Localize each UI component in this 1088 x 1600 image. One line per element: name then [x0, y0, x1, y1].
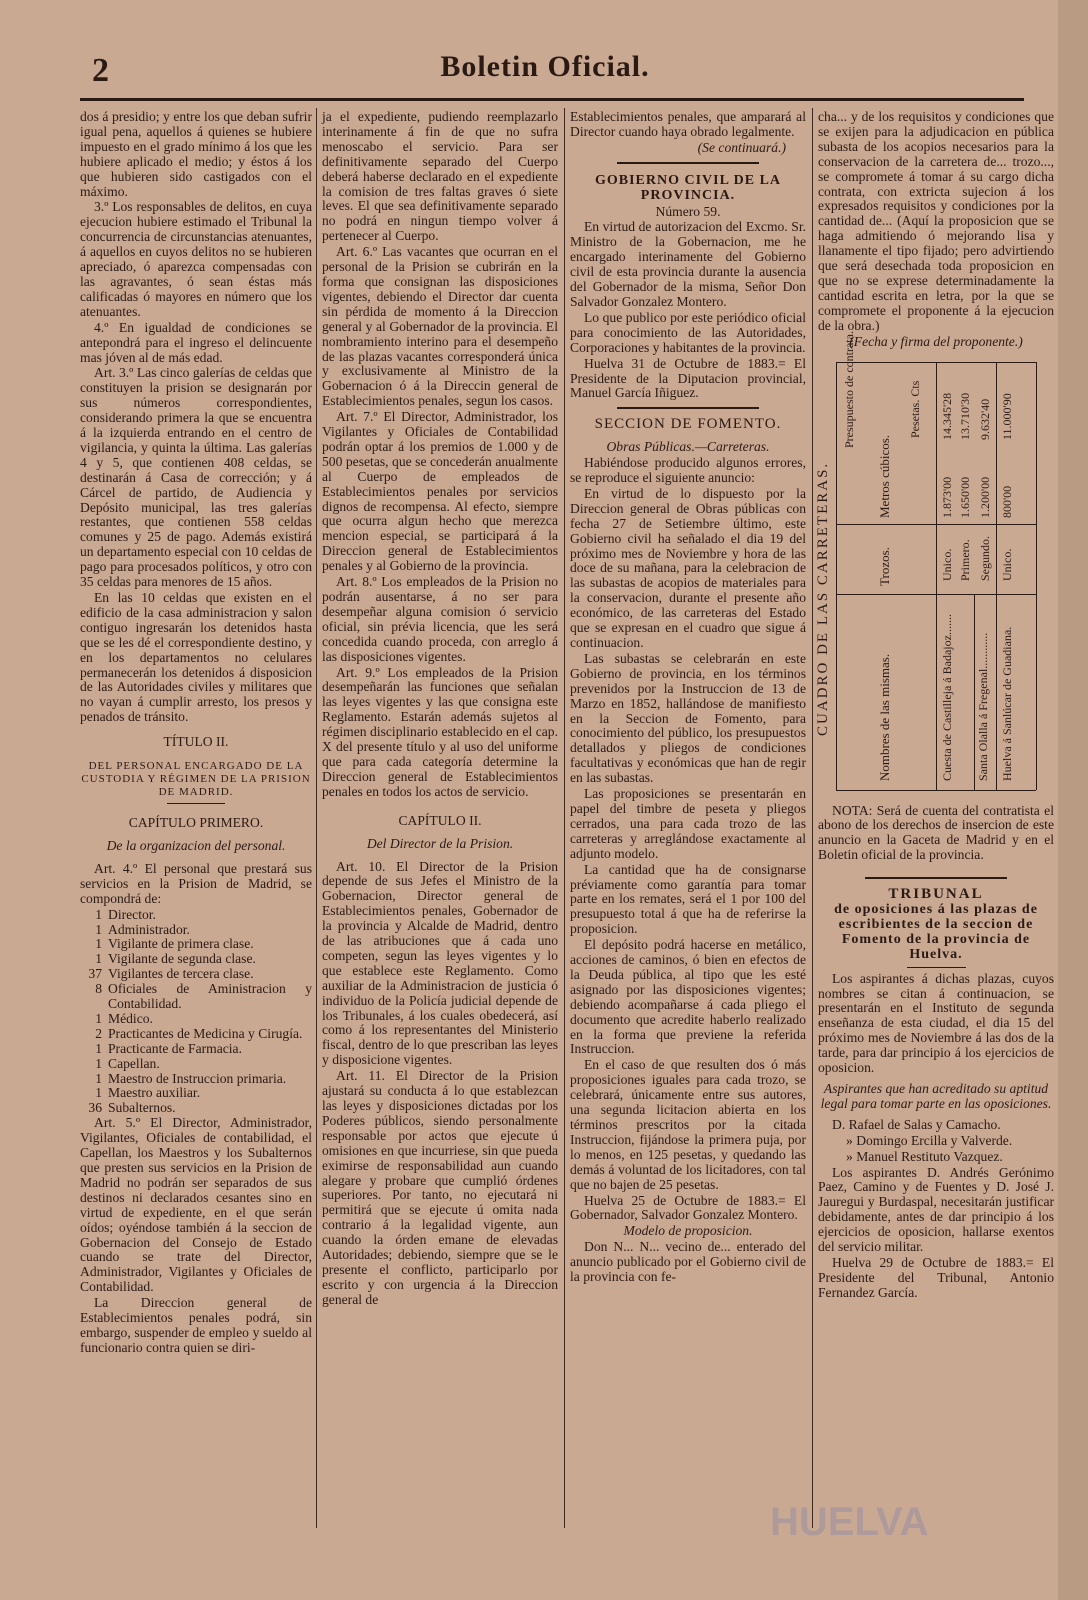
paragraph: ja el expediente, pudiendo reemplazarlo interinamente á fin de que no sufra menoscabo el servicio. Para ser definitivamente separado del Cuerpo deberá haberse declarado en el expediente la comision de tres faltas graves ó siete leves. El que sea definitivamente separado no podrá en ningun tiempo volver á pertenecer al Cuerpo. [322, 109, 558, 244]
list-item: 1 Maestro de Instruccion primaria. [95, 1070, 287, 1086]
divider [167, 803, 225, 804]
paragraph: Art. 6.º Las vacantes que ocurran en el personal de la Prision se cubrirán en la forma que consignan las disposiciones vigentes, debiendo el Director dar cuenta sin pérdida de momento á la Direccion general y al Gobernador de la provincia. El nombramiento interino para el desempeño de las plazas vacantes corresponderá única y exclusivamente al Ministro de la Gobernacion ó á la Direccin general de Establecimientos penales, segun los casos. [322, 244, 558, 409]
paragraph: Habiéndose producido algunos errores, se reproduce el siguiente anuncio: [570, 455, 806, 486]
page-title: Boletin Oficial. [440, 50, 650, 83]
column-header: Trozos. [877, 546, 892, 586]
chapter-subheading: De la organizacion del personal. [106, 837, 286, 853]
paragraph: Art. 9.º Los empleados de la Prision desempeñarán las funciones que señalan las leyes vigentes y las que consigna este Reglamento. Estarán además sujetos al régimen disciplinario establecido en el cap. X del presente título y al uso del uniforme que para cada categoría determine la Direccion general de Establecimientos penales en todos los actos de servicio. [322, 664, 558, 799]
table-cell: Unico. [940, 548, 954, 581]
paragraph: Los aspirantes á dichas plazas, cuyos nombres se citan á continuacion, se presentarán en el Instituto de segunda enseñanza de esta ciudad, el dia 15 del próximo mes de Noviembre á las dos de la tarde, para dar principio á los ejercicios de oposicion. [818, 970, 1054, 1076]
page-number: 2 [92, 52, 109, 89]
column-3 [570, 110, 806, 1286]
watermark-seal: HUELVA [770, 1500, 929, 1544]
paragraph: Art. 4.º El personal que prestará sus servicios en la Prision de Madrid, se compondrá de: [80, 860, 312, 906]
note: NOTA: Será de cuenta del contratista el abono de los derechos de insercion de este anuncio en la Gaceta de Madrid y en el Boletin oficial de la provincia. [818, 802, 1054, 863]
table-cell: 13.710'30 [958, 392, 972, 440]
paragraph: 4.º En igualdad de condiciones se antepondrá para el ingreso el delincuente mas jóven al de más edad. [80, 319, 312, 365]
paragraph: Lo que publico por este periódico oficial para conocimiento de las Autoridades, Corporaciones y habitantes de la provincia. [570, 309, 806, 355]
list-item: 1 Médico. [95, 1010, 153, 1026]
column-header: Pesetas. Cts [908, 380, 922, 438]
paragraph: dos á presidio; y entre los que deban sufrir igual pena, aquellos á quienes se hubiere impuesto en el grado mínimo á los que les hubiere aplicado el medio; y éstos á los que hubieren sido castigados con el máximo. [80, 109, 312, 199]
paragraph: Art. 3.º Las cinco galerías de celdas que constituyen la prision se designarán por sus números correspondientes, considerando primera la que se encuentra á la izquierda entrando en el centro de vigilancia, y quinta la última. Las galerías 4 y 5, que contienen 408 celdas, se destinarán á Casa de corrección; y á Cárcel de partido, de Audiencia y Depósito municipal, las tres galerías restantes, que contienen 558 celdas comunes y 25 de pago. Además existirá un departamento especial con 10 celdas de pago para procesados políticos, y otro con 35 celdas para menores de 15 años. [80, 365, 312, 590]
table-cell: Santa Olalla á Fregenal............ [976, 632, 990, 781]
list-item: 1 Practicante de Farmacia. [95, 1040, 242, 1056]
signature: Huelva 29 de Octubre de 1883.= El Presidente del Tribunal, Antonio Fernandez García. [818, 1254, 1054, 1300]
section-subheading: Obras Públicas.—Carreteras. [606, 439, 770, 455]
paragraph: Las subastas se celebrarán en este Gobierno de provincia, en los términos prevenidos por la Instruccion de 13 de Marzo en 1852, hallándose de manifiesto en la Seccion de Fomento, para conocimiento del público, los presupuestos detallados y pliegos de condiciones facultativas y económicas que han de regir en las subastas. [570, 650, 806, 786]
divider [907, 967, 966, 968]
list-item: 1 Maestro auxiliar. [95, 1085, 201, 1101]
signature: Huelva 25 de Octubre de 1883.= El Gobernador, Salvador Gonzalez Montero. [570, 1192, 806, 1223]
list-item: 1 Vigilante de primera clase. [95, 936, 254, 952]
continue-note: (Se continuará.) [697, 139, 786, 155]
paragraph: La Direccion general de Establecimientos penales podrá, sin embargo, suspender de empleo y sueldo al funcionario contra quien se diri- [80, 1295, 312, 1355]
table-cell: 14.345'28 [940, 392, 954, 440]
list-item: 2 Practicantes de Medicina y Cirugía. [95, 1025, 303, 1041]
table-cell: Unico. [1000, 548, 1014, 581]
personal-list [80, 908, 312, 1117]
column-divider [316, 108, 317, 1528]
aspirant-item: » Domingo Ercilla y Valverde. [846, 1132, 1013, 1148]
paragraph: Los aspirantes D. Andrés Gerónimo Paez, Camino y de Fuentes y D. José J. Jauregui y Burdaspal, necesitarán justificar debidamente, antes de dar principio á los ejercicios de oposicion, hallarse exentos del servicio militar. [818, 1164, 1054, 1255]
list-item: 8 Oficiales de Aministracion y Contabilidad. [95, 981, 312, 1012]
column-1 [80, 110, 312, 1357]
paragraph: En el caso de que resulten dos ó más proposiciones iguales para cada trozo, se celebrará, únicamente entre sus autores, una segunda licitacion abierta en los términos prescritos por la citada Instruccion, fijándose la primera puja, por lo menos, en 125 pesetas, y quedando las demás á voluntad de los licitadores, con tal que no bajen de 25 pesetas. [570, 1057, 806, 1192]
paragraph: En virtud de autorizacion del Excmo. Sr. Ministro de la Gobernacion, me he encargado interinamente del Gobierno civil de esta provincia durante la ausencia del Gobernador de la misma, Señor Don Salvador Gonzalez Montero. [570, 219, 806, 309]
list-item: 1 Capellan. [95, 1055, 160, 1071]
list-item: 37 Vigilantes de tercera clase. [88, 966, 254, 982]
chapter-heading: CAPÍTULO II. [398, 812, 482, 828]
column-divider [564, 108, 565, 1528]
section-heading: SECCION DE FOMENTO. [594, 416, 782, 433]
column-4 [815, 109, 1054, 1302]
aspirant-item: D. Rafael de Salas y Camacho. [832, 1116, 1001, 1132]
paragraph: La cantidad que ha de consignarse préviamente como garantía para tomar parte en los remates, será el 1 por 100 del presupuesto total á que ha de referirse la proposicion. [570, 861, 806, 937]
table-cell: 9.632'40 [978, 398, 992, 440]
list-item: 1 Vigilante de segunda clase. [95, 951, 256, 967]
table-cell: Cuesta de Castilleja á Badajoz....... [940, 613, 954, 781]
paragraph: Las proposiciones se presentarán en papel del timbre de peseta y pliegos cerrados, una para cada trozo de las carreteras y arreglándose exactamente al adjunto modelo. [570, 786, 806, 861]
aspirant-item: » Manuel Restituto Vazquez. [846, 1148, 1003, 1164]
table-cell: Huelva á Sanlúcar de Guadiana. [1000, 626, 1014, 781]
column-header: Presupuesto de contrata. [842, 330, 856, 448]
divider [617, 407, 759, 409]
paragraph: Art. 8.º Los empleados de la Prision no podrán ausentarse, á no ser para desempeñar alguna comision ó servicio oficial, sin prévia licencia, que les será concedida cuando proceda, con arreglo á las disposiciones vigentes. [322, 574, 558, 664]
chapter-heading: CAPÍTULO PRIMERO. [128, 815, 264, 831]
table-cell: 11.000'90 [1000, 392, 1014, 440]
column-header: Nombres de las mismas. [877, 653, 892, 781]
signature: Huelva 31 de Octubre de 1883.= El Presidente de la Diputacion provincial, Manuel García Iñiguez. [570, 355, 806, 401]
table-cell: 800'00 [1000, 485, 1014, 518]
paragraph: Art. 11. El Director de la Prision ajustará su conducta á lo que establezcan las leyes y disposiciones dictadas por los Poderes públicos, siendo personalmente responsable por actos que ejecute ú omisiones en que incurriese, sin que pueda eximirse de responsabilidad aun cuando alegare y probare que cumplió órdenes superiores. Por tanto, no ejecutará ni permitirá que se ejecute ú omita nada contrario á la legalidad vigente, aun cuando la órden emane de elevadas Autoridades; debiendo, siempre que se le presente el conflicto, participarlo por escrito y con urgencia á la Direccion general de [322, 1068, 558, 1307]
column-2 [322, 110, 558, 1309]
list-item: 1 Administrador. [95, 921, 190, 937]
table-cell: Segundo. [978, 535, 992, 581]
section-heading: TRIBUNAL [888, 886, 984, 903]
paragraph: Art. 5.º El Director, Administrador, Vigilantes, Oficiales de contabilidad, el Capellan, los Maestros y los Subalternos que presten sus servicios en la Prision de Madrid no podrán ser separados de sus destinos ni declarados cesantes sino en virtud de expediente, en el que serán oídos; oyéndose también á la seccion de Gobernacion del Consejo de Estado cuando se trate del Director, Administrador, Vigilantes y Oficiales de Contabilidad. [80, 1115, 312, 1295]
table-cell: 1.873'00 [940, 476, 954, 518]
chapter-subheading: Del Director de la Prision. [366, 835, 514, 851]
paragraph: cha... y de los requisitos y condiciones que se exijen para la adjudicacion en pública subasta de los acopios necesarios para la conservacion de la carretera de... trozo..., se compromete á tomar á su cargo dicha contrata, con extricta sujecion á los expresados requisitos y condiciones por la cantidad de... (Aquí la proposicion que se haga admitiendo ó mejorando lisa y llanamente el tipo fijado; pero advirtiendo que será desechada toda proposicion en que no se exprese determinadamente la cantidad escrita en letra, por la que se compromete el proponente á la ejecucion de la obra.) [818, 109, 1054, 333]
paragraph: 3.º Los responsables de delitos, en cuya ejecucion hubiere estimado el Tribunal la concurrencia de circunstancias atenuantes, á aquellos en cuyos delitos no se hubieren apreciado, ó aparezca compensadas con las agravantes, ó sean éstas más calificadas ó mayores en número que los atenuantes. [80, 199, 312, 319]
paragraph: Don N... N... vecino de... enterado del anuncio publicado por el Gobierno civil de la provincia con fe- [570, 1239, 806, 1285]
paragraph: En virtud de lo dispuesto por la Direccion general de Obras públicas con fecha 27 de Setiembre último, este Gobierno civil ha señalado el dia 19 del próximo mes de Noviembre y hora de las doce de su mañana, para la celebracion de las subastas de acopios de materiales para la conservacion, durante el presente año económico, de las carreteras del Estado que se expresan en el cuadro que sigue á continuacion. [570, 485, 806, 650]
signature-note: (Fecha y firma del proponente.) [849, 333, 1023, 349]
page-header [80, 44, 1010, 94]
table-cell: Primero. [958, 538, 972, 581]
list-item: 1 Director. [95, 906, 156, 922]
list-item: 36 Subalternos. [88, 1100, 176, 1116]
divider [865, 877, 1007, 879]
paragraph: El depósito podrá hacerse en metálico, acciones de caminos, ó bien en efectos de la Deuda pública, al tipo que les esté asignado por las disposiciones vigentes; debiendo acompañarse á cada pliego el documento que acredite haberlo realizado en la forma que previene la referida Instruccion. [570, 937, 806, 1057]
table-title: CUADRO DE LAS CARRETERAS. [815, 461, 831, 736]
section-heading: GOBIERNO CIVIL DE LA PROVINCIA. [594, 172, 782, 203]
aspirants-heading: Aspirantes que han acreditado su aptitud legal para tomar parte en las oposiciones. [820, 1081, 1052, 1111]
paragraph: Art. 10. El Director de la Prision depende de sus Jefes el Ministro de la Gobernacion, Director general de Establecimientos penales, Gobernador de la provincia y Alcalde de Madrid, dentro de las atribuciones que á cada uno competen, segun las leyes vigentes y lo que establece este Reglamento. Como auxiliar de la Administracion de justicia ó individuo de la Policía judicial depende de los Tribunales, á los cuales obedecerá, así como á los representantes del Ministerio fiscal, dentro de lo que prescriban las leyes y disposicione vigentes. [322, 858, 558, 1068]
paragraph: En las 10 celdas que existen en el edificio de la casa administracion y salon contiguo ingresarán los detenidos hasta que se les dé el correspondiente destino, y en los departamentos no celulares permanecerán los detenidos á disposicion de las Autoridades civiles y militares que no vayan á cumplir arresto, los presos y penados de tránsito. [80, 590, 312, 725]
table-cell: 1.200'00 [978, 476, 992, 518]
page-edge [1058, 0, 1088, 1600]
paragraph: Establecimientos penales, que amparará al Director cuando haya obrado legalmente. [570, 109, 806, 139]
table-cell: 1.650'00 [958, 476, 972, 518]
section-heading: TÍTULO II. [163, 734, 229, 750]
section-subheading: de oposiciones á las plazas de escribientes de la seccion de Fomento de la provincia de Huelva. [834, 902, 1038, 962]
header-rule [80, 98, 1024, 101]
column-header: Metros cúbicos. [877, 434, 892, 518]
divider [617, 162, 759, 164]
section-subheading: DEL PERSONAL ENCARGADO DE LA CUSTODIA Y RÉGIMEN DE LA PRISION DE MADRID. [81, 760, 311, 799]
paragraph: Art. 7.º El Director, Administrador, los Vigilantes y Oficiales de Contabilidad podrán optar á los premios de 1.000 y de 500 pesetas, que se concederán anualmente al Cuerpo de empleados de Establecimientos penales por servicios dignos de recompensa. Al efecto, siempre que ocurra algun hecho que merezca mencion especial, se participará á la Direccion general de Establecimientos penales y al Gobierno de la provincia. [322, 409, 558, 574]
column-divider [812, 108, 813, 1528]
announcement-number: Número 59. [655, 203, 721, 219]
model-heading: Modelo de proposicion. [623, 1223, 753, 1239]
